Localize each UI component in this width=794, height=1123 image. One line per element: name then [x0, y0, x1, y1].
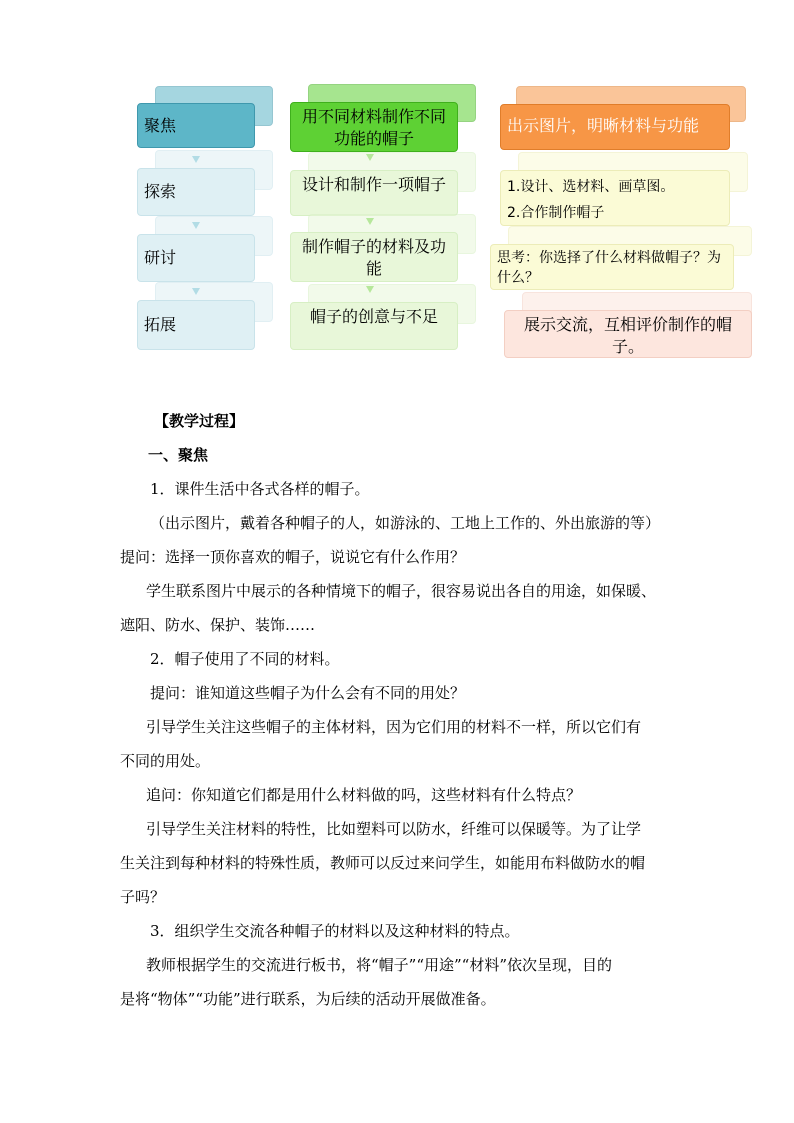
paragraph: 教师根据学生的交流进行板书，将“帽子”“用途”“材料”依次呈现，目的: [146, 956, 613, 974]
task-1-label: 用不同材料制作不同功能的帽子: [301, 107, 446, 148]
stage-explore-box: [137, 168, 255, 216]
section-title: 【教学过程】: [154, 412, 245, 430]
paragraph: 追问：你知道它们都是用什么材料做的吗，这些材料有什么特点？: [146, 786, 582, 804]
task-4-label: 帽子的创意与不足: [309, 307, 438, 326]
activity-header-label: 出示图片，明晰材料与功能: [507, 116, 700, 135]
paragraph: 引导学生关注材料的特性，比如塑料可以防水，纤维可以保暖等。为了让学: [146, 820, 642, 838]
activity-think-box: [490, 244, 734, 290]
task-2-box: [290, 170, 458, 216]
stage-extend-label: 拓展: [144, 315, 177, 334]
paragraph: 生关注到每种材料的特殊性质，教师可以反过来问学生，如能用布料做防水的帽: [120, 854, 646, 872]
stage-extend-box: [137, 300, 255, 350]
activity-steps-box: [500, 170, 730, 226]
paragraph: 3．组织学生交流各种帽子的材料以及这种材料的特点。: [150, 922, 520, 940]
lesson-body: [120, 404, 680, 1016]
stage-explore-label: 探索: [144, 182, 177, 201]
stage-discuss-box: [137, 234, 255, 282]
paragraph: 遮阳、防水、保护、装饰……: [120, 616, 316, 634]
paragraph: 引导学生关注这些帽子的主体材料，因为它们用的材料不一样，所以它们有: [146, 718, 642, 736]
paragraph: 2．帽子使用了不同的材料。: [150, 650, 340, 668]
paragraph: 是将“物体”“功能”进行联系，为后续的活动开展做准备。: [120, 990, 496, 1008]
activity-header-box: [500, 104, 730, 150]
stage-discuss-label: 研讨: [144, 248, 177, 267]
heading-focus: 一、聚焦: [148, 446, 209, 464]
paragraph: 学生联系图片中展示的各种情境下的帽子，很容易说出各自的用途，如保暖、: [146, 582, 657, 600]
task-4-box: [290, 302, 458, 350]
stage-focus-box: [137, 103, 255, 148]
activity-share-box: [504, 310, 752, 358]
stage-focus-label: 聚焦: [144, 115, 177, 135]
paragraph: 提问：谁知道这些帽子为什么会有不同的用处？: [150, 684, 466, 702]
paragraph: 提问：选择一顶你喜欢的帽子，说说它有什么作用？: [120, 548, 466, 566]
task-1-box: [290, 102, 458, 152]
paragraph: 不同的用处。: [120, 752, 211, 770]
activity-step-2: 2.合作制作帽子: [507, 205, 605, 221]
paragraph: （出示图片，戴着各种帽子的人，如游泳的、工地上工作的、外出旅游的等）: [150, 514, 661, 532]
paragraph: 子吗？: [120, 888, 166, 906]
task-3-label: 制作帽子的材料及功能: [301, 237, 446, 278]
activity-think-label: 思考：你选择了什么材料做帽子？为什么？: [497, 250, 721, 286]
activity-step-1: 1.设计、选材料、画草图。: [507, 179, 675, 195]
task-3-box: [290, 232, 458, 282]
paragraph: 1．课件生活中各式各样的帽子。: [150, 480, 370, 498]
lesson-flow-diagram: [0, 0, 794, 380]
task-2-label: 设计和制作一项帽子: [301, 175, 446, 194]
activity-share-label: 展示交流，互相评价制作的帽子。: [523, 315, 732, 356]
